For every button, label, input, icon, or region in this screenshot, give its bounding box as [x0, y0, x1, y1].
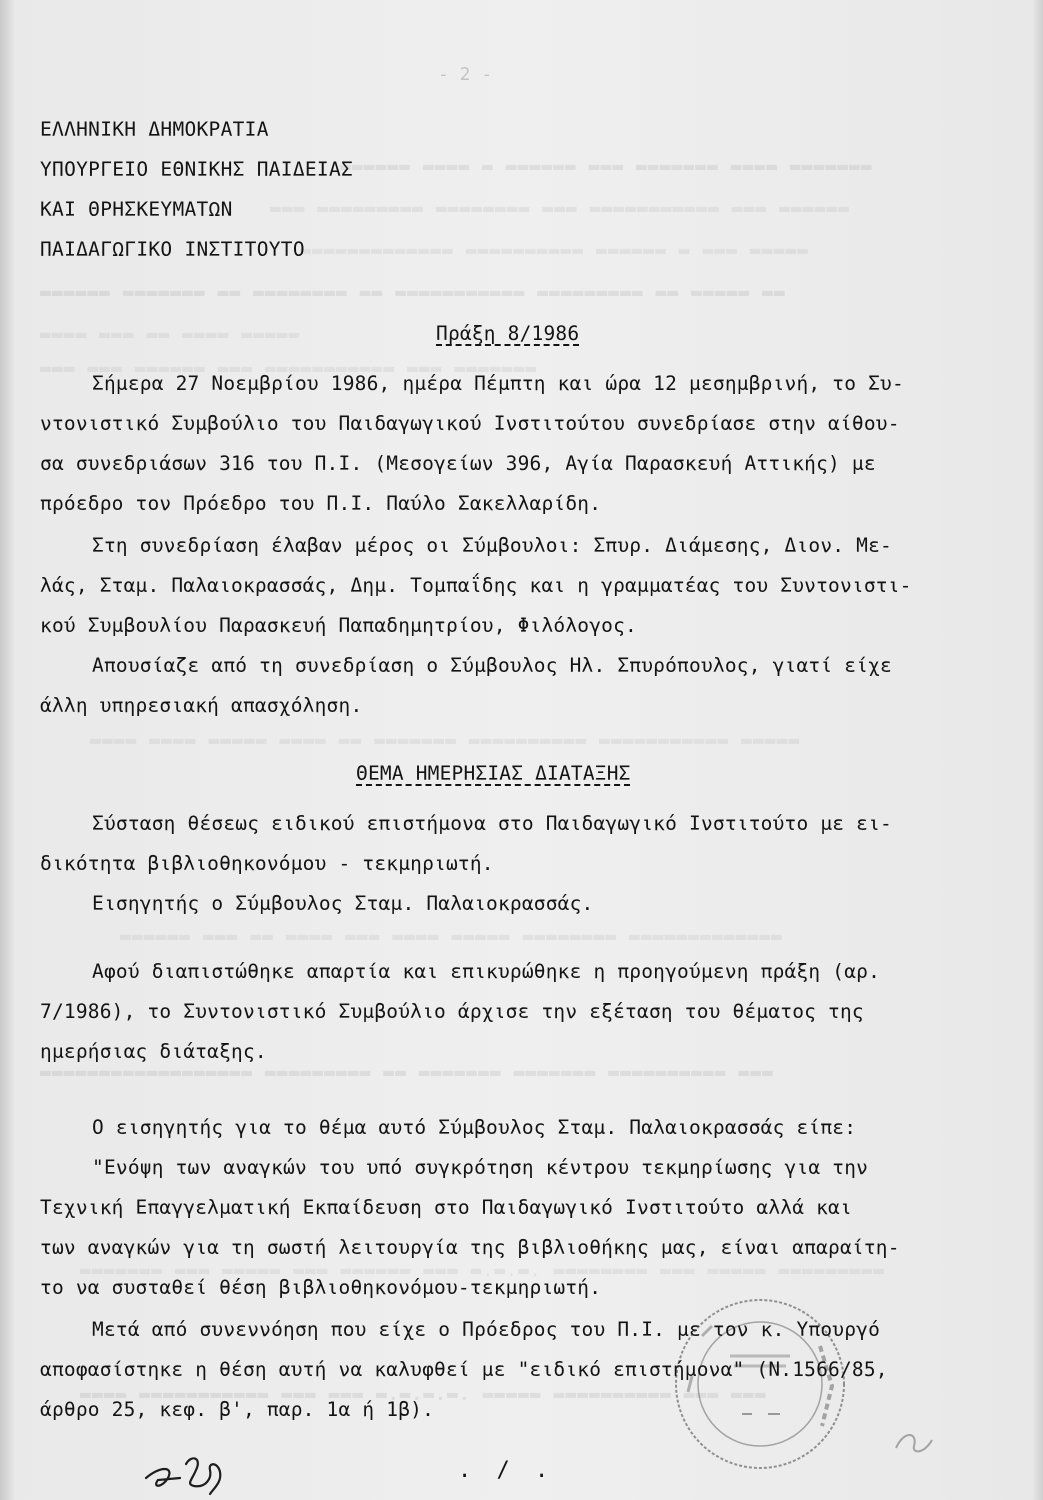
rapporteur-line: των αναγκών για τη σωστή λειτουργία της βιβλιοθήκης μας, είναι απαραίτη- [40, 1236, 900, 1259]
header-institute: ΠΑΙΔΑΓΩΓΙΚΟ ΙΝΣΤΙΤΟΥΤΟ [40, 238, 305, 261]
agenda-line: Σύσταση θέσεως ειδικού επιστήμονα στο Παιδαγωγικό Ινστιτούτο με ει- [92, 812, 892, 835]
agenda-line: δικότητα βιβλιοθηκονόμου - τεκμηριωτή. [40, 852, 494, 875]
bleed-through: ▬▬▬▬▬▬ ▬▬▬▬ ▬ ▬▬▬▬▬▬ ▬▬▬ ▬▬▬▬▬▬▬ ▬▬▬▬ ▬▬▬▬▬▬▬ [340, 156, 873, 177]
absent-line: Απουσίαζε από τη συνεδρίαση ο Σύμβουλος Ηλ. Σπυρόπουλος, γιατί είχε [92, 654, 892, 677]
decision-line: αποφασίστηκε η θέση αυτή να καλυφθεί με "ειδικό επιστήμονα" (Ν.1566/85, [40, 1358, 888, 1381]
decision-line: άρθρο 25, κεφ. β', παρ. 1α ή 1β). [40, 1398, 435, 1421]
bleed-through: ▬▬▬ ▬▬▬▬▬▬▬▬▬ ▬▬▬▬▬▬▬▬ ▬▬▬ ▬▬▬▬▬▬▬▬▬▬▬ ▬▬▬ ▬▬▬▬▬▬ [270, 198, 851, 219]
rapporteur-line: "Ενόψη των αναγκών του υπό συγκρότηση κέντρου τεκμηρίωσης για την [92, 1156, 869, 1179]
bleed-through: ▬▬▬▬▬▬▬▬▬▬▬▬▬▬▬▬▬▬ ▬▬▬▬▬▬▬▬▬ ▬▬ ▬▬▬▬▬▬▬ ▬▬▬▬▬▬▬ ▬▬▬▬▬▬▬▬▬▬ ▬▬▬ [40, 1062, 774, 1083]
absent-line: άλλη υπηρεσιακή απασχόληση. [40, 694, 363, 717]
opening-line: σα συνεδριάσων 316 του Π.Ι. (Μεσογείων 396, Αγία Παρασκευή Αττικής) με [40, 452, 876, 475]
bleed-through: ▬▬▬▬▬▬ ▬▬▬▬▬▬▬ ▬▬ ▬▬▬▬▬▬▬▬ ▬▬ ▬▬▬▬▬▬▬▬▬▬▬ ▬▬▬▬▬▬▬▬▬ ▬▬ ▬▬▬▬▬ ▬▬ [40, 282, 786, 303]
bleed-through: ▬▬▬▬▬▬▬ ▬▬▬ ▬▬▬▬▬ ▬▬▬ ▬▬▬▬▬▬ ▬▬▬ ▬.▬.▬. ▬▬▬▬▬▬▬▬ ▬▬▬ ▬▬▬▬▬ ▬▬▬▬▬▬▬▬▬ [80, 1260, 885, 1281]
bleed-through: ▬▬▬ ▬▬▬ ▬▬▬▬▬▬ ▬▬▬ ▬▬▬▬▬▬▬▬▬▬▬ ▬▬▬ ▬▬▬▬▬▬▬ [40, 358, 538, 379]
opening-line: πρόεδρο τον Πρόεδρο του Π.Ι. Παύλο Σακελλαρίδη. [40, 492, 602, 515]
agenda-title: ΘΕΜΑ ΗΜΕΡΗΣΙΑΣ ΔΙΑΤΑΞΗΣ [356, 762, 631, 785]
agenda-line: Εισηγητής ο Σύμβουλος Σταμ. Παλαιοκρασσάς. [92, 892, 594, 915]
official-stamp [672, 1296, 848, 1472]
signature [140, 1448, 250, 1498]
header-state: ΕΛΛΗΝΙΚΗ ΔΗΜΟΚΡΑΤΙΑ [40, 118, 269, 141]
bleed-through: ▬▬▬▬ ▬▬▬ ▬▬ ▬▬▬▬ ▬▬▬▬▬ [40, 324, 301, 345]
initials-mark [888, 1420, 948, 1460]
act-title: Πράξη 8/1986 [436, 322, 580, 345]
bleed-through: ▬▬▬▬▬▬▬▬▬▬▬▬▬ ▬▬▬▬▬▬▬▬▬▬ ▬▬▬▬▬▬ ▬ ▬▬▬ ▬▬▬▬▬ [300, 240, 809, 261]
rapporteur-line: το να συσταθεί θέση βιβλιοθηκονόμου-τεκμηριωτή. [40, 1276, 602, 1299]
quorum-line: ημερήσιας διάταξης. [40, 1040, 267, 1063]
rapporteur-line: Τεχνική Επαγγελματική Εκπαίδευση στο Παιδαγωγικό Ινστιτούτο αλλά και [40, 1196, 852, 1219]
opening-line: Σήμερα 27 Νοεμβρίου 1986, ημέρα Πέμπτη και ώρα 12 μεσημβρινή, το Συ- [92, 372, 904, 395]
header-ministry: ΥΠΟΥΡΓΕΙΟ ΕΘΝΙΚΗΣ ΠΑΙΔΕΙΑΣ [40, 158, 354, 181]
scan-edge-right [1033, 0, 1043, 1500]
rapporteur-line: Ο εισηγητής για το θέμα αυτό Σύμβουλος Σταμ. Παλαιοκρασσάς είπε: [92, 1116, 857, 1139]
page-number-bleed: - 2 - [438, 64, 493, 85]
decision-line: Μετά από συνεννόηση που είχε ο Πρόεδρος του Π.Ι. με τον κ. Υπουργό [92, 1318, 881, 1341]
quorum-line: 7/1986), το Συντονιστικό Συμβούλιο άρχισε την εξέταση του θέματος της [40, 1000, 864, 1023]
participants-line: Στη συνεδρίαση έλαβαν μέρος οι Σύμβουλοι: Σπυρ. Διάμεσης, Διον. Με- [92, 534, 892, 557]
participants-line: κού Συμβουλίου Παρασκευή Παπαδημητρίου, Φιλόλογος. [40, 614, 637, 637]
bleed-through: ▬▬▬▬ ▬▬▬▬ ▬▬▬▬▬ ▬▬▬▬ ▬▬ ▬▬▬▬▬▬▬ ▬▬▬▬▬▬▬▬▬▬ ▬▬▬▬▬▬▬▬▬▬▬ ▬▬▬▬▬ [90, 730, 801, 751]
bleed-through: ▬▬▬▬ ▬▬▬▬▬▬▬▬▬▬▬ ▬▬▬ ▬▬▬ ▬.▬.▬.▬. ▬▬▬▬▬ ▬▬▬▬▬▬▬▬▬▬ ▬▬▬ ▬▬▬ [80, 1384, 767, 1405]
opening-line: ντονιστικό Συμβούλιο του Παιδαγωγικού Ινστιτούτου συνεδρίασε στην αίθου- [40, 412, 900, 435]
bleed-through: ▬▬▬▬▬▬ ▬▬▬ ▬▬ ▬▬▬▬ ▬▬▬ ▬▬▬▬ ▬▬▬▬▬ ▬▬▬▬▬▬▬▬ ▬▬▬▬▬▬▬▬▬▬▬▬▬ [120, 926, 783, 947]
scan-edge-left [0, 0, 14, 1500]
continuation-mark: . / . [458, 1458, 555, 1483]
participants-line: λάς, Σταμ. Παλαιοκρασσάς, Δημ. Τομπαΐδης και η γραμματέας του Συντονιστι- [40, 574, 912, 597]
quorum-line: Αφού διαπιστώθηκε απαρτία και επικυρώθηκε η προηγούμενη πράξη (αρ. [92, 960, 881, 983]
header-ministry-cont: ΚΑΙ ΘΡΗΣΚΕΥΜΑΤΩΝ [40, 198, 233, 221]
